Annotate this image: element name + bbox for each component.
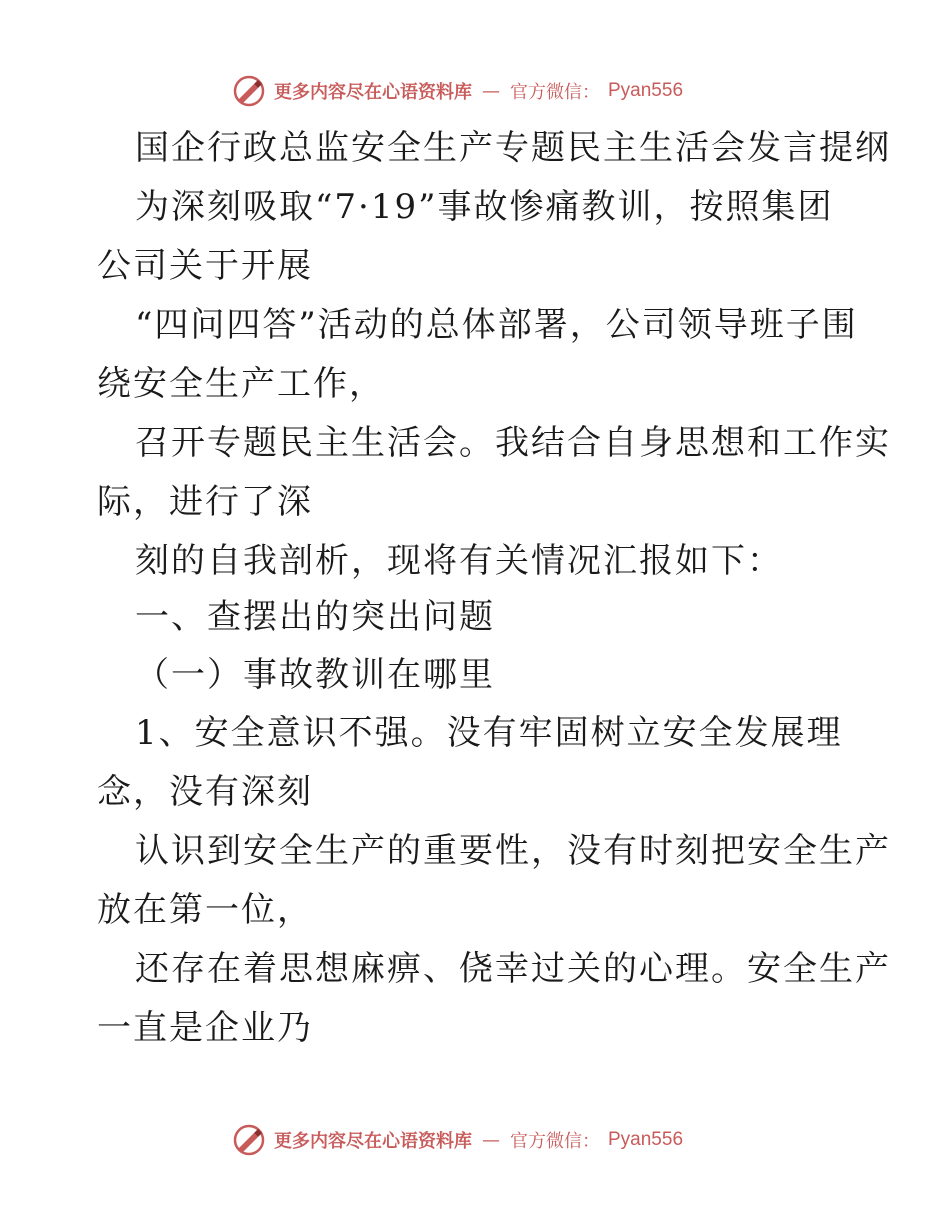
watermark-wechat-id: Pyan556 — [608, 80, 684, 101]
watermark-wechat-label: 官方微信： — [510, 1131, 600, 1152]
paragraph-line: 召开专题民主生活会。我结合自身思想和工作实 — [135, 423, 891, 463]
watermark-text: 更多内容尽在心语资料库 — [274, 82, 472, 103]
paragraph-line: 刻的自我剖析，现将有关情况汇报如下： — [135, 541, 783, 581]
paragraph-line: 绕安全生产工作， — [97, 364, 385, 404]
paragraph-line: 1、安全意识不强。没有牢固树立安全发展理 — [135, 713, 843, 753]
footer-watermark — [232, 1122, 683, 1158]
watermark-wechat-id: Pyan556 — [608, 1129, 684, 1150]
watermark-wechat-label: 官方微信： — [510, 82, 600, 103]
pen-logo-icon — [232, 1123, 266, 1157]
pen-logo-icon — [232, 74, 266, 108]
paragraph-line: 念，没有深刻 — [97, 772, 313, 812]
paragraph-line: 公司关于开展 — [97, 246, 313, 286]
paragraph-line: “四问四答”活动的总体部署，公司领导班子围 — [135, 305, 858, 345]
watermark-dash: — — [482, 1129, 500, 1151]
document-title: 国企行政总监安全生产专题民主生活会发言提纲 — [135, 128, 891, 168]
paragraph-line: 还存在着思想麻痹、侥幸过关的心理。安全生产 — [135, 949, 891, 989]
paragraph-line: 为深刻吸取“7·19”事故惨痛教训，按照集团 — [135, 187, 834, 227]
paragraph-line: 认识到安全生产的重要性，没有时刻把安全生产 — [135, 831, 891, 871]
paragraph-line: 际，进行了深 — [97, 482, 313, 522]
subsection-heading: （一）事故教训在哪里 — [135, 655, 495, 695]
paragraph-line: 放在第一位， — [97, 890, 313, 930]
watermark-dash: — — [482, 80, 500, 102]
paragraph-line: 一直是企业乃 — [97, 1008, 313, 1048]
watermark-text: 更多内容尽在心语资料库 — [274, 1131, 472, 1152]
header-watermark — [232, 73, 683, 109]
section-heading: 一、查摆出的突出问题 — [135, 597, 495, 637]
